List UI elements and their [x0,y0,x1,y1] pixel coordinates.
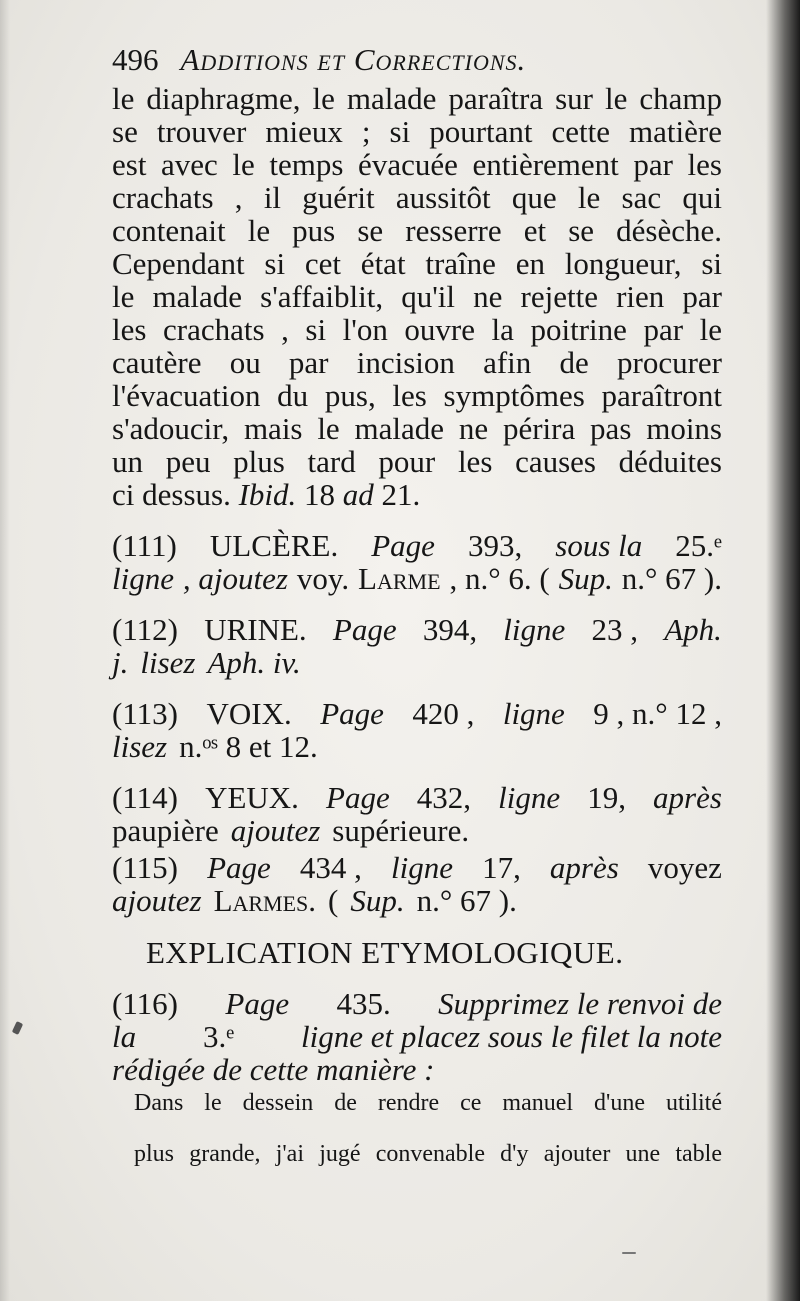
entry-word: ULCÈRE. [209,528,339,563]
entry-aph-iv: Aph. iv. [207,645,301,680]
entry-ligne-label: ligne [112,561,174,596]
entry-ajoutez: ajoutez [230,813,321,848]
entry-la: la [112,1019,137,1054]
entry-aph: Aph. [664,612,722,647]
entry-lisez: lisez [140,645,196,680]
paragraph-line: s'adoucir, mais le malade ne périra pas moins [112,411,722,446]
entry-ligne-label: ligne [502,696,565,731]
entry-line [112,851,722,884]
running-title: Additions et Corrections. [180,42,527,77]
entry-ref: ( [328,883,339,918]
entry-line [112,1053,722,1086]
entry-page-number: 435. [336,986,391,1021]
entry-line-number: 3.ᵉ [202,1019,235,1054]
entry-page-number: 434 , [299,850,362,885]
entry-voyez: voyez [647,850,722,885]
entry-114 [112,781,722,847]
entry-line [112,697,722,730]
entry-sous-la: sous la [555,528,643,563]
citation-ibid: Ibid. [238,477,297,512]
entry-line [112,730,722,763]
entry-instruction-2: ligne et placez sous le filet la note [300,1019,722,1054]
entry-lisez: lisez [112,729,168,764]
entry-page-number: 420 , [412,696,475,731]
paragraph-line: les crachats , si l'on ouvre la poitrine par le [112,312,722,347]
paragraph-line: crachats , il guérit aussitôt que le sac qui [112,180,722,215]
entry-ref-2: n.° 67 ). [416,883,517,918]
entry-number: (111) [112,528,177,563]
entry-113 [112,697,722,763]
paragraph-last-line [112,478,722,511]
entry-apres: après [653,780,722,815]
entry-ajoutez: , ajoutez [182,561,288,596]
entry-number: (112) [112,612,178,647]
citation-text: ci dessus. [112,477,231,512]
entry-page-label: Page [320,696,384,731]
entry-115 [112,851,722,917]
entry-word: VOIX. [206,696,292,731]
page-edge-shadow-right [766,0,800,1301]
entry-line [112,613,722,646]
entry-page-label: Page [332,612,397,647]
entry-line-number: 9 , n.° 12 , [593,696,722,731]
entry-line-number: 19, [587,780,626,815]
entry-instruction: Supprimez le renvoi de [438,986,722,1021]
entry-page-number: 432, [416,780,472,815]
paragraph-line: le malade s'affaiblit, qu'il ne rejette rien par [112,279,722,314]
page-number: 496 [112,42,159,77]
entry-111 [112,529,722,595]
entry-line [112,529,722,562]
page-text-block [112,40,722,1192]
entry-number: (114) [112,780,178,815]
entry-line-number: 17, [482,850,521,885]
paragraph-line: un peu plus tard pour les causes déduites [112,444,722,479]
entry-line-number: 25.ᵉ [675,528,722,563]
citation-number-1: 18 [304,477,336,512]
entry-ligne-label: ligne [390,850,453,885]
note-line: plus grande, j'ai jugé convenable d'y ajouter une table [134,1141,722,1167]
entry-line-number: 23 , [591,612,639,647]
entry-apres: après [549,850,619,885]
entry-page-label: Page [207,850,271,885]
entry-numbers: n.ᵒˢ 8 et 12. [179,729,318,764]
entry-ligne-label: ligne [503,612,566,647]
entry-word: URINE. [204,612,307,647]
page-edge-shadow-left [0,0,10,1301]
entry-page-label: Page [225,986,290,1021]
entry-ajoutez: ajoutez [112,883,202,918]
entry-ligne-label: ligne [498,780,561,815]
entry-112 [112,613,722,679]
ink-speck [12,1021,23,1035]
entry-instruction-3: rédigée de cette manière : [112,1052,435,1087]
entry-paupiere: paupière [112,813,219,848]
entry-sup: Sup. [558,561,613,596]
entry-line [112,987,722,1020]
entry-line [112,646,722,679]
entry-line [112,781,722,814]
entry-voy: voy. [296,561,350,596]
continued-paragraph [112,82,722,511]
entry-word: YEUX. [205,780,299,815]
paragraph-line: cautère ou par incision afin de procurer [112,345,722,380]
entry-number: (116) [112,986,178,1021]
entry-line [112,562,722,595]
entry-line [112,884,722,917]
note-line: Dans le dessein de rendre ce manuel d'une utilité [134,1090,722,1116]
paragraph-line: l'évacuation du pus, les symptômes paraîtront [112,378,722,413]
paragraph-line: contenait le pus se resserre et se désèche. [112,213,722,248]
entry-ref: , n.° 6. ( [449,561,550,596]
entry-superieure: supérieure. [332,813,470,848]
entry-page-number: 394, [422,612,478,647]
running-header [112,40,722,82]
entry-ref-2: n.° 67 ). [621,561,722,596]
entry-line [112,1020,722,1053]
citation-number-2: 21. [381,477,421,512]
entry-number: (115) [112,850,178,885]
entry-number: (113) [112,696,178,731]
entry-j: j. [112,645,129,680]
entry-sup: Sup. [350,883,405,918]
paragraph-line: se trouver mieux ; si pourtant cette matière [112,114,722,149]
entry-line [112,814,722,847]
ink-dash [622,1252,636,1254]
entry-page-label: Page [326,780,390,815]
entry-page-number: 393, [467,528,523,563]
section-heading: EXPLICATION ETYMOLOGIQUE. [146,935,624,970]
citation-ad: ad [342,477,374,512]
entry-larme: Larme [358,561,441,596]
entry-page-label: Page [371,528,435,563]
entry-116 [112,987,722,1086]
paragraph-line: le diaphragme, le malade paraîtra sur le champ [112,81,722,116]
note-text [112,1090,722,1168]
entry-larmes: Larmes. [213,883,317,918]
paragraph-line: Cependant si cet état traîne en longueur, si [112,246,722,281]
paragraph-line: est avec le temps évacuée entièrement par les [112,147,722,182]
